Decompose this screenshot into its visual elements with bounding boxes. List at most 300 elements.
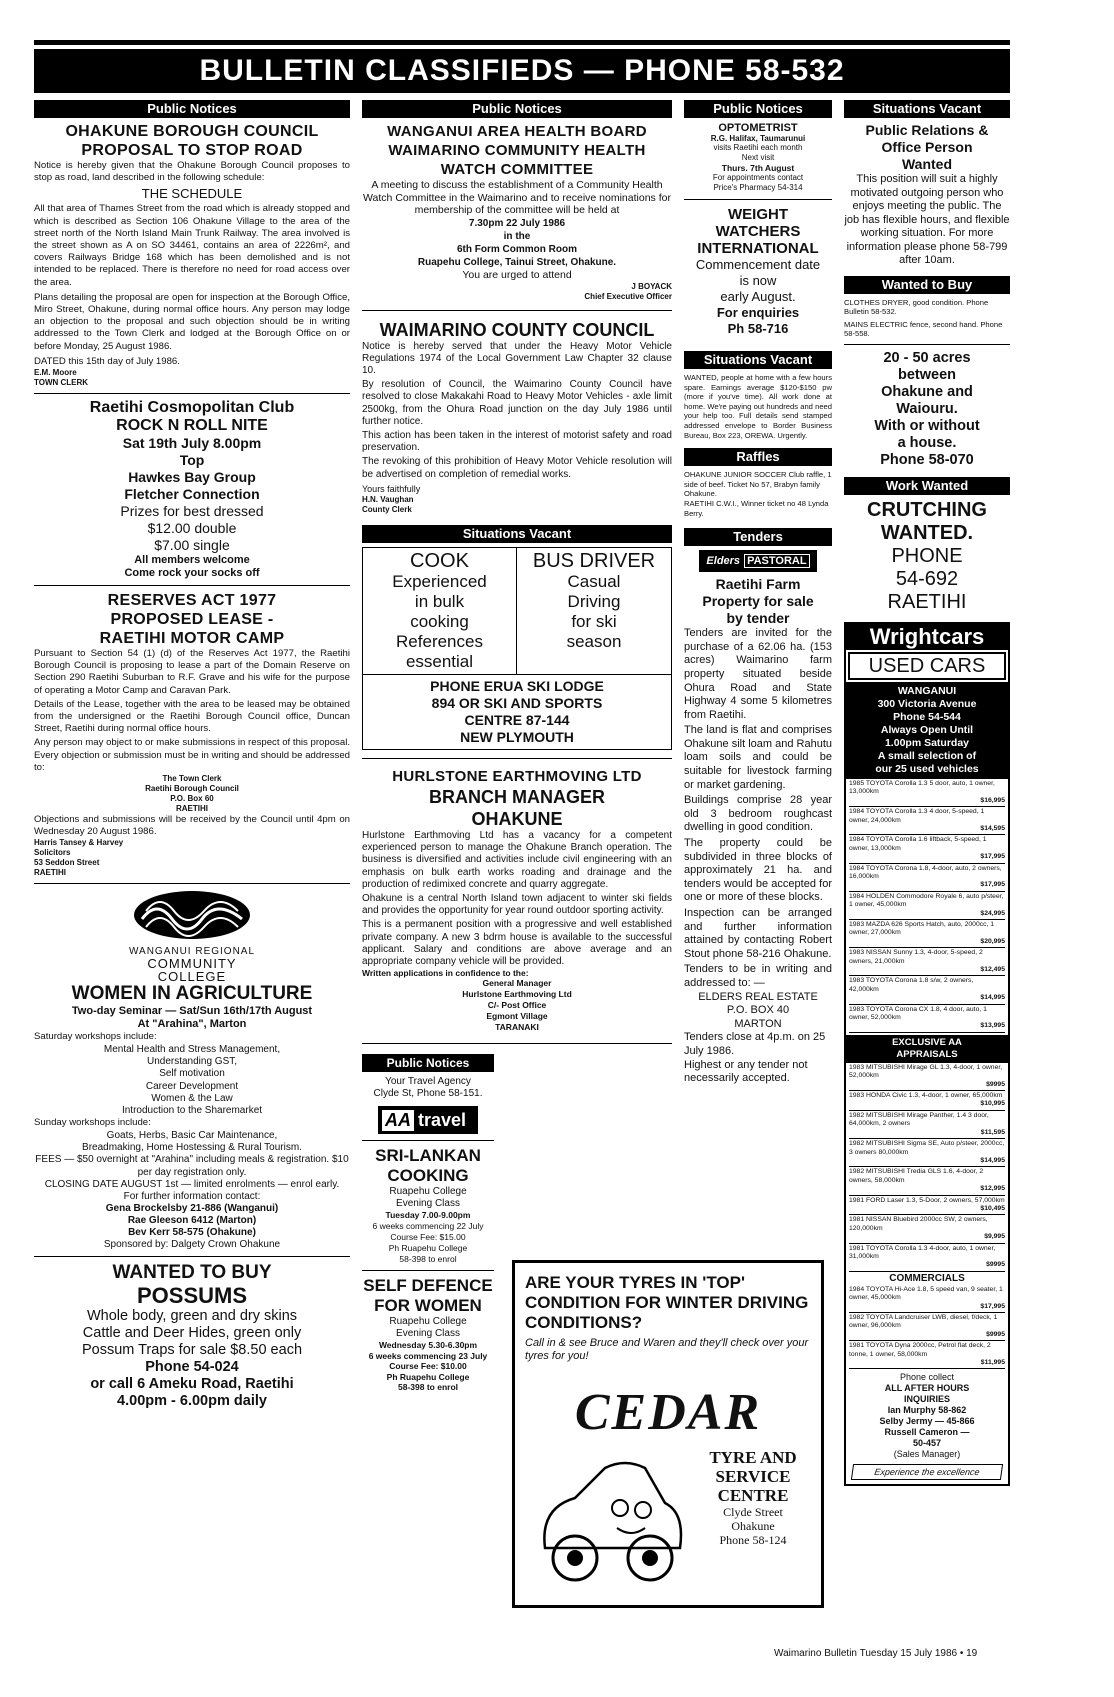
car-price: $9995 xyxy=(986,1080,1005,1088)
ad-line: a house. xyxy=(897,434,957,451)
ad-line: For enquiries xyxy=(716,305,800,320)
notice-title: PROPOSED LEASE - xyxy=(110,611,274,629)
tender-paragraph: The property could be subdivided in three blocks of approximately 21 ha. and tenders would be accepted for one or more of these blocks. xyxy=(684,837,832,904)
car-price: $13,995 xyxy=(980,1022,1005,1030)
car-listing xyxy=(849,1215,1005,1243)
car-description: 1981 TOYOTA Corolla 1.3 4-door, auto, 1 owner, 31,000km xyxy=(849,1244,996,1260)
class-title: FOR WOMEN xyxy=(374,1296,482,1316)
contact-line: 50-457 xyxy=(912,1438,942,1449)
tender-paragraph: Tenders to be in writing and addressed to: — xyxy=(684,963,832,989)
notice-detail: 6th Form Common Room xyxy=(457,243,577,255)
car-price: $17,995 xyxy=(980,1302,1005,1310)
car-price: $14,995 xyxy=(980,994,1005,1002)
contact-line: INQUIRIES xyxy=(903,1394,950,1405)
ad-line: TYRE AND xyxy=(709,1448,797,1467)
car-description: 1981 FORD Laser 1.3, 5-Door, 2 owners, 57,000km xyxy=(849,1196,1005,1204)
car-listing xyxy=(849,920,1005,948)
car-description: 1982 TOYOTA Landcruiser LWB, diesel, f/deck, 1 owner, 96,000km xyxy=(849,1314,998,1330)
section-header-public-notices: Public Notices xyxy=(684,100,832,118)
notice-paragraph: By resolution of Council, the Waimarino County Council have resolved to close Makakahi Road to Heavy Motor Vehicles - axle limit 2500kg, from the Ohura Road junction on the day July 1986 until further notice. xyxy=(362,379,672,427)
column-4 xyxy=(844,100,1010,1486)
ad-subtitle: Two-day Seminar — Sat/Sun 16th/17th August xyxy=(71,1005,313,1018)
hurlstone-ad xyxy=(362,767,672,1033)
notice-date: DATED this 15th day of July 1986. xyxy=(34,355,180,367)
address-line: C/- Post Office xyxy=(487,1000,547,1011)
car-list xyxy=(846,779,1008,1033)
ad-line: is now xyxy=(739,273,777,288)
car-price: $12,495 xyxy=(980,966,1005,973)
car-icon xyxy=(525,1448,695,1598)
car-price: $14,995 xyxy=(980,1156,1005,1164)
ad-subtitle: At "Arahina", Marton xyxy=(137,1018,247,1031)
notice-paragraph: All that area of Thames Street from the road which is already stopped and which is described as Section 106 Ohakune Village to the area of the street north of the North Island Main Trunk Railway. The area involved is the street shown as A on SO 34461, contains an area of 2226m², and covers Railways Bridge 168 which has been demolished and is not intended to be replaced. There is therefore no need for road access over the area. xyxy=(34,203,350,288)
ad-line: Waiouru. xyxy=(896,400,958,417)
commercials-heading: COMMERCIALS xyxy=(889,1272,965,1284)
section-header-public-notices: Public Notices xyxy=(34,100,350,118)
schedule-heading: THE SCHEDULE xyxy=(141,186,243,202)
tender-paragraph: Tenders close at 4p.m. on 25 July 1986. xyxy=(684,1031,826,1057)
car-listing xyxy=(849,976,1005,1004)
address-line: ELDERS REAL ESTATE xyxy=(698,990,818,1003)
workshop-item: Understanding GST, xyxy=(146,1055,238,1067)
workshop-item: Mental Health and Stress Management, xyxy=(103,1043,281,1055)
fees-text: FEES — $50 overnight at "Arahina" including meals & registration. $10 per day registration only. xyxy=(35,1154,349,1178)
car-list xyxy=(846,1285,1008,1370)
notice-title: WANGANUI AREA HEALTH BOARD xyxy=(387,123,647,140)
address-line: Raetihi Borough Council xyxy=(145,784,239,794)
car-price: $17,995 xyxy=(980,881,1005,889)
ad-title: Public Relations & xyxy=(865,122,989,138)
notice-title: OHAKUNE BOROUGH COUNCIL xyxy=(65,123,319,140)
car-listing xyxy=(849,807,1005,835)
ad-line: season xyxy=(566,631,622,651)
car-description: 1984 TOYOTA Corolla 1.6 liftback, 5-speed, 1 owner, 13,000km xyxy=(849,836,987,852)
ad-title: BUS DRIVER xyxy=(532,549,656,572)
ad-line: Ohakune xyxy=(731,1519,775,1533)
class-title: COOKING xyxy=(387,1166,469,1186)
logo-text: COLLEGE xyxy=(157,969,227,985)
ad-line: essential xyxy=(405,651,474,671)
ad-line: With or without xyxy=(874,417,980,434)
contact-line: ALL AFTER HOURS xyxy=(884,1383,970,1394)
sponsor-text: Sponsored by: Dalgety Crown Ohakune xyxy=(103,1239,281,1251)
college-ad xyxy=(34,889,350,1251)
workshop-item: Career Development xyxy=(145,1080,239,1092)
car-price: $10,995 xyxy=(980,1100,1005,1108)
appraisal-line: EXCLUSIVE AA xyxy=(892,1036,962,1048)
car-listing xyxy=(849,1285,1005,1313)
ad-line: cooking xyxy=(410,611,469,631)
contact-line: Gena Brockelsby 21-886 (Wanganui) xyxy=(105,1203,279,1215)
club-ad xyxy=(34,399,350,580)
ad-line: Phone 58-124 xyxy=(719,1533,787,1547)
class-line: Evening Class xyxy=(396,1328,460,1340)
car-description: 1983 MITSUBISHI Mirage GL 1.3, 4-door, 1 owner, 52,000km xyxy=(849,1063,1003,1080)
car-price: $17,995 xyxy=(980,853,1005,861)
section-header-public-notices: Public Notices xyxy=(362,1054,494,1072)
solicitor-line: RAETIHI xyxy=(34,868,66,878)
car-price: $11,595 xyxy=(980,1128,1005,1136)
club-line: Fletcher Connection xyxy=(124,486,260,503)
apply-text: Written applications in confidence to the: xyxy=(362,968,529,979)
class-line: 58-398 to enrol xyxy=(398,1382,458,1393)
address-line: Hurlstone Earthmoving Ltd xyxy=(462,989,572,1000)
class-line: Course Fee: $10.00 xyxy=(389,1361,467,1372)
ad-paragraph: This position will suit a highly motivated outgoing person who enjoys meeting the public. The job has flexible hours, and flexible working situation. For more information please phone 58-799 after 10am. xyxy=(844,173,1010,266)
car-listing xyxy=(849,864,1005,892)
column-1 xyxy=(34,100,350,1410)
classified-item: OHAKUNE JUNIOR SOCCER Club raffle, 1 side of beef. Ticket No 57, Brabyn family Ohakune. xyxy=(684,470,832,499)
health-notice xyxy=(362,122,672,302)
notice-detail: 7.30pm 22 July 1986 xyxy=(468,217,566,229)
ad-line: Phone 54-024 xyxy=(145,1359,239,1376)
car-listing xyxy=(849,1005,1005,1033)
car-listing xyxy=(849,1063,1005,1091)
evening-classes xyxy=(362,1054,498,1393)
ad-line: WANTED TO BUY xyxy=(112,1262,272,1284)
section-header-situations-vacant: Situations Vacant xyxy=(362,525,672,543)
ad-line: WANTED. xyxy=(880,521,974,544)
dealer-line: A small selection of xyxy=(877,749,977,762)
car-listing xyxy=(849,1196,1005,1216)
ad-paragraph: Ohakune is a central North Island town adjacent to winter ski fields and provides the opportunity for year round outdoor sporting activity. xyxy=(362,892,672,917)
car-price: $11,995 xyxy=(980,1359,1005,1367)
notice-title: RAETIHI MOTOR CAMP xyxy=(99,630,285,648)
notice-title: WAIMARINO COMMUNITY HEALTH xyxy=(388,142,646,159)
ad-line: 20 - 50 acres xyxy=(883,349,971,366)
club-line: ROCK N ROLL NITE xyxy=(116,417,268,435)
notice-paragraph: This action has been taken in the interest of motorist safety and road preservation. xyxy=(362,429,672,454)
notice-title: WAIMARINO COUNTY COUNCIL xyxy=(379,319,655,340)
travel-line: Clyde St, Phone 58-151. xyxy=(373,1088,483,1100)
ad-headline: ARE YOUR TYRES IN 'TOP' CONDITION FOR WINTER DRIVING CONDITIONS? xyxy=(525,1273,809,1332)
class-line: Ruapehu College xyxy=(389,1186,467,1198)
tender-title: by tender xyxy=(726,610,790,627)
notice-detail: in the xyxy=(503,230,531,242)
car-price: $14,595 xyxy=(980,824,1005,832)
workshop-list xyxy=(34,1130,350,1155)
contact-line: Russell Cameron — xyxy=(884,1427,970,1438)
notice-paragraph: Any person may object to or make submissions in respect of this proposal. Every objection or submission must be in writing and should be addressed to: xyxy=(34,737,350,773)
class-line: Tuesday 7.00-9.00pm xyxy=(385,1210,471,1221)
address-line: The Town Clerk xyxy=(162,774,222,784)
ad-paragraph: This is a permanent position with a progressive and well established private company. A new 3 bdrm house is available to the successful applicant. Salary and conditions are above average and an appropriate company vehicle will be provided. xyxy=(362,919,672,967)
car-price: $12,995 xyxy=(980,1185,1005,1193)
workshop-item: Goats, Herbs, Basic Car Maintenance, xyxy=(106,1129,278,1141)
signer-title: County Clerk xyxy=(362,504,412,514)
tender-paragraph: Tenders are invited for the purchase of a 62.06 ha. (153 acres) Waimarino farm property situated beside Ohura Road and State Highway 4 some 5 kilometres from Raetihi. xyxy=(684,627,832,721)
workshop-item: Introduction to the Sharemarket xyxy=(121,1105,263,1117)
signer-name: E.M. Moore xyxy=(34,368,77,378)
section-header-situations-vacant: Situations Vacant xyxy=(844,100,1010,118)
ad-line: Driving xyxy=(567,591,621,611)
ad-line: Ph 58-716 xyxy=(727,321,789,336)
notice-paragraph: The revoking of this prohibition of Heavy Motor Vehicle resolution will be advertised on completion of remedial works. xyxy=(362,456,672,480)
masthead-rule xyxy=(34,40,1010,45)
car-listing xyxy=(849,1244,1005,1272)
dealer-line: 1.00pm Saturday xyxy=(884,736,970,749)
signer-title: TOWN CLERK xyxy=(34,378,89,388)
class-line: 58-398 to enrol xyxy=(399,1254,457,1265)
ad-line: For appointments contact xyxy=(712,173,804,182)
acres-ad xyxy=(844,350,1010,469)
car-price: $24,995 xyxy=(980,909,1005,917)
notice-paragraph: Details of the Lease, together with the area to be leased may be obtained from the undersigned or the Raetihi Borough Council office, Duncan Street, Raetihi during normal office hours. xyxy=(34,698,350,735)
car-description: 1984 TOYOTA Hi-Ace 1.8, 5 speed van, 9 seater, 1 owner, 45,000km xyxy=(849,1285,1003,1302)
car-description: 1981 NISSAN Bluebird 2000cc SW, 2 owners, 120,000km xyxy=(849,1216,988,1232)
ad-line: WATCHERS xyxy=(715,223,801,240)
contact-line: Rae Gleeson 6412 (Marton) xyxy=(127,1215,257,1227)
info-text: For further information contact: xyxy=(123,1191,261,1203)
contact-line: (Sales Manager) xyxy=(893,1449,961,1460)
ad-line: in bulk xyxy=(414,591,465,611)
ad-line: INTERNATIONAL xyxy=(697,240,819,257)
notice-subtitle: PROPOSAL TO STOP ROAD xyxy=(81,142,303,159)
solicitor-line: Solicitors xyxy=(34,848,71,858)
farm-tender xyxy=(684,576,832,1086)
ad-title: COOK xyxy=(410,549,469,572)
county-notice xyxy=(362,319,672,515)
used-cars-banner: USED CARS xyxy=(848,652,1006,680)
workshop-item: Breadmaking, Home Hostessing & Rural Tourism. xyxy=(82,1141,302,1153)
car-list xyxy=(846,1063,1008,1272)
ad-title: BRANCH MANAGER xyxy=(429,786,605,807)
aa-travel-logo xyxy=(378,1106,478,1134)
notice-paragraph: A meeting to discuss the establishment of a Community Health Watch Committee in the Waimarino and to receive nominations for membership of the committee will be held at xyxy=(363,179,671,216)
contact-line: Ian Murphy 58-862 xyxy=(887,1405,967,1416)
ad-title: OPTOMETRIST xyxy=(718,122,798,134)
notice-detail: Ruapehu College, Tainui Street, Ohakune. xyxy=(417,256,617,268)
workshop-item: Women & the Law xyxy=(151,1092,233,1104)
club-line: Come rock your socks off xyxy=(124,567,260,580)
section-header-work-wanted: Work Wanted xyxy=(844,477,1010,495)
address-line: General Manager xyxy=(482,978,552,989)
class-line: Evening Class xyxy=(396,1198,460,1210)
contact-line: CENTRE 87-144 xyxy=(464,711,570,728)
ad-line: Possum Traps for sale $8.50 each xyxy=(81,1342,303,1359)
car-price: $10,495 xyxy=(980,1204,1005,1212)
section-header-situations-vacant: Situations Vacant xyxy=(684,351,832,369)
notice-paragraph: Pursuant to Section 54 (1) (d) of the Reserves Act 1977, the Raetihi Borough Council is proposing to lease a part of the Domain Reserve on Section 290 Raetihi Suburban to R.F. Grave and his wife for the purpose of operating a Motor Camp and Caravan Park. xyxy=(34,648,350,696)
wrightcars-ad xyxy=(844,622,1010,1487)
car-listing xyxy=(849,1139,1005,1167)
car-description: 1983 TOYOTA Corona CX 1.8, 4 door, auto, 1 owner, 52,000km xyxy=(849,1005,987,1022)
ad-line: Casual xyxy=(567,571,621,591)
ad-line: Whole body, green and dry skins xyxy=(86,1308,298,1325)
car-description: 1985 TOYOTA Corolla 1.3 5 door, auto, 1 owner, 13,000km xyxy=(849,779,995,796)
notice-closing: Yours faithfully xyxy=(362,483,421,494)
ad-line: R.G. Halifax, Taumarunui xyxy=(710,134,806,143)
notice-title: WATCH COMMITTEE xyxy=(440,161,594,178)
workshop-heading: Saturday workshops include: xyxy=(34,1031,157,1043)
erua-contact xyxy=(362,675,672,750)
car-price: $9,995 xyxy=(984,1233,1005,1241)
slogan: Experience the excellence xyxy=(851,1464,1003,1480)
tender-paragraph: Buildings comprise 28 year old 3 bedroom roughcast dwelling in good condition. xyxy=(684,794,832,834)
car-listing xyxy=(849,1091,1005,1111)
car-listing xyxy=(849,892,1005,920)
cook-bus-ad xyxy=(362,547,672,675)
ad-line: PHONE xyxy=(891,544,963,567)
tender-paragraph: The land is flat and comprises Ohakune silt loam and Rahutu loam soils and could be suitable for livestock farming or market gardening. xyxy=(684,724,832,791)
class-line: Wednesday 5.30-6.30pm xyxy=(378,1340,478,1351)
address-line: RAETIHI xyxy=(176,804,208,814)
signer-title: Chief Executive Officer xyxy=(584,291,672,301)
elders-logo-text: Elders xyxy=(706,555,741,568)
address-line: Egmont Village xyxy=(486,1011,548,1022)
ad-line: CRUTCHING xyxy=(867,498,987,521)
masthead: BULLETIN CLASSIFIEDS — PHONE 58-532 xyxy=(34,49,1010,93)
club-line: Prizes for best dressed xyxy=(120,503,264,520)
elders-logo xyxy=(699,550,817,572)
dealer-line: WANGANUI xyxy=(897,684,957,697)
car-listing xyxy=(849,948,1005,976)
optometrist-ad xyxy=(684,122,832,193)
cedar-logo: CEDAR xyxy=(574,1384,762,1441)
ad-line: or call 6 Ameku Road, Raetihi xyxy=(90,1376,294,1393)
car-description: 1983 HONDA Civic 1.3, 4-door, 1 owner, 65,000km xyxy=(849,1092,1003,1100)
possums-ad xyxy=(34,1262,350,1410)
contact-line: Bev Kerr 58-575 (Ohakune) xyxy=(128,1227,256,1239)
club-line: Top xyxy=(179,452,205,469)
car-price: $9995 xyxy=(986,1261,1005,1269)
ad-line: early August. xyxy=(720,289,796,304)
car-description: 1984 TOYOTA Corolla 1.3 4 door, 5-speed, 1 owner, 24,000km xyxy=(849,808,985,824)
ad-line: Next visit xyxy=(741,153,775,162)
travel-line: Your Travel Agency xyxy=(385,1076,471,1088)
car-price: $16,995 xyxy=(980,796,1005,804)
logo-text: WANGANUI REGIONAL xyxy=(128,946,256,958)
signer-name: J BOYACK xyxy=(631,281,672,291)
ad-line: WEIGHT xyxy=(728,206,788,223)
ad-line: 54-692 xyxy=(895,567,959,590)
solicitor-line: 53 Seddon Street xyxy=(34,858,100,868)
workshop-list xyxy=(34,1044,350,1118)
notice-detail: You are urged to attend xyxy=(462,268,572,281)
notice-paragraph: Plans detailing the proposal are open for inspection at the Borough Office, Miro Street, Ohakune, during normal office hours. Any person may lodge an objection to the proposal and such objection should be in writing addressed to the Town Clerk and lodged at the Borough Office on or before Monday, 25 August 1986. xyxy=(34,291,350,352)
ad-paragraph: Hurlstone Earthmoving Ltd has a vacancy for a competent experienced person to manage the Ohakune Branch operation. The business is diversified and activities include civil engineering with an emphasis on bulk earth works roading and drainage and the production of redimixed concrete and quarry aggregate. xyxy=(362,829,672,890)
ad-line: CENTRE xyxy=(717,1486,789,1505)
column-3 xyxy=(684,100,832,1086)
section-header-tenders: Tenders xyxy=(684,528,832,546)
notice-paragraph: Objections and submissions will be received by the Council until 4pm on Wednesday 20 August 1986. xyxy=(34,814,350,838)
crutching-ad xyxy=(844,499,1010,614)
car-description: 1983 NISSAN Sunny 1.3, 4-door, 5-speed, 2 owners, 21,000km xyxy=(849,949,983,965)
contact-line: NEW PLYMOUTH xyxy=(460,728,574,745)
address-line: TARANAKI xyxy=(495,1022,539,1033)
car-listing xyxy=(849,779,1005,807)
car-price: $9995 xyxy=(986,1330,1005,1338)
class-line: Ruapehu College xyxy=(389,1316,467,1328)
ad-line: Phone 58-070 xyxy=(880,451,974,468)
classified-item: CLOTHES DRYER, good condition. Phone Bulletin 58-532. xyxy=(844,297,989,317)
car-price: $20,995 xyxy=(980,937,1005,945)
section-header-wanted-to-buy: Wanted to Buy xyxy=(844,276,1010,294)
car-listing xyxy=(849,835,1005,863)
classified-item: RAETIHI C.W.I., Winner ticket no 48 Lynda Berry. xyxy=(684,498,829,518)
ad-line: Ohakune and xyxy=(881,383,973,400)
tender-title: Property for sale xyxy=(702,593,814,610)
borough-notice xyxy=(34,122,350,388)
ad-title: WOMEN IN AGRICULTURE xyxy=(71,983,313,1005)
section-header-raffles: Raffles xyxy=(684,448,832,466)
ad-title: OHAKUNE xyxy=(471,808,563,829)
column-2 xyxy=(362,100,672,1393)
ad-title: HURLSTONE EARTHMOVING LTD xyxy=(392,767,642,785)
class-line: 6 weeks commencing 22 July xyxy=(372,1221,484,1232)
notice-title: RESERVES ACT 1977 xyxy=(107,592,277,610)
car-description: 1983 TOYOTA Corona 1.8 s/w, 2 owners, 42,000km xyxy=(849,977,974,993)
reserves-notice xyxy=(34,591,350,878)
appraisal-line: APPRAISALS xyxy=(896,1048,958,1060)
newspaper-page xyxy=(34,40,1010,1670)
page-footer: Waimarino Bulletin Tuesday 15 July 1986 • 19 xyxy=(774,1648,978,1659)
public-relations-ad xyxy=(844,122,1010,268)
section-header-public-notices: Public Notices xyxy=(362,100,672,118)
car-description: 1983 MAZDA 626 Sports Hatch, auto, 2000cc, 1 owner, 27,000km xyxy=(849,920,995,937)
car-listing xyxy=(849,1341,1005,1369)
car-listing xyxy=(849,1313,1005,1341)
workshop-heading: Sunday workshops include: xyxy=(34,1117,151,1129)
pastoral-logo-text: PASTORAL xyxy=(744,554,810,568)
class-line: Ph Ruapehu College xyxy=(386,1371,470,1382)
workshop-item: Self motivation xyxy=(159,1068,225,1080)
car-listing xyxy=(849,1167,1005,1195)
class-title: SELF DEFENCE xyxy=(363,1276,493,1296)
club-line: $7.00 single xyxy=(154,537,230,554)
ad-line: Clyde Street xyxy=(723,1505,783,1519)
ad-line: POSSUMS xyxy=(136,1283,248,1309)
ad-title: Wanted xyxy=(901,156,953,172)
ad-line: visits Raetihi each month xyxy=(713,143,803,152)
ad-line: between xyxy=(897,366,956,383)
ad-subline: Call in & see Bruce and Waren and they'll check over your tyres for you! xyxy=(525,1337,809,1362)
address-line: P.O. BOX 40 xyxy=(726,1004,790,1017)
club-line: Hawkes Bay Group xyxy=(128,469,256,486)
car-description: 1981 TOYOTA Dyna 2000cc, Petrol flat deck, 2 tonne, 1 owner, 58,000km xyxy=(849,1342,991,1358)
dealer-line: Phone 54-544 xyxy=(893,710,961,723)
club-line: Raetihi Cosmopolitan Club xyxy=(89,399,295,417)
ad-line: References xyxy=(396,631,483,651)
dealer-line: our 25 used vehicles xyxy=(875,762,979,775)
car-description: 1982 MITSUBISHI Mirage Panther, 1.4 3 door, 64,000km, 2 owners xyxy=(849,1111,989,1128)
ad-line: Price's Pharmacy 54-314 xyxy=(713,183,803,192)
tender-paragraph: Highest or any tender not necessarily accepted. xyxy=(684,1058,808,1085)
club-line: Sat 19th July 8.00pm xyxy=(122,435,262,452)
logo-text: COMMUNITY xyxy=(147,956,237,972)
ad-line: Experienced xyxy=(392,571,487,591)
car-description: 1984 TOYOTA Corona 1.8, 4-door, auto, 2 owners, 16,000km xyxy=(849,864,1002,880)
weight-watchers-ad xyxy=(684,206,832,337)
notice-paragraph: Notice is hereby served that under the Heavy Motor Vehicle Regulations 1974 of the Local Government Law Chapter 32 clause 10. xyxy=(362,340,672,376)
ad-line: for ski xyxy=(571,611,617,631)
class-line: Course Fee: $15.00 xyxy=(390,1232,466,1243)
address-line: MARTON xyxy=(734,1017,782,1030)
car-description: 1984 HOLDEN Commodore Royale 6, auto p/steer, 1 owner, 45,000km xyxy=(849,892,1004,909)
cedar-tyre-ad xyxy=(512,1260,824,1608)
ad-line: Cattle and Deer Hides, green only xyxy=(82,1325,302,1342)
class-line: Ph Ruapehu College xyxy=(388,1243,468,1254)
waves-icon xyxy=(132,889,252,941)
car-description: 1982 MITSUBISHI Sigma SE, Auto p/steer, 2000cc, 3 owners 80,000km xyxy=(849,1140,1005,1156)
club-line: $12.00 double xyxy=(147,520,237,537)
closing-text: CLOSING DATE AUGUST 1st — limited enrolments — enrol early. xyxy=(44,1178,340,1190)
club-line: All members welcome xyxy=(134,554,250,567)
aa-logo-text: AA xyxy=(382,1110,414,1131)
dealer-line: 300 Victoria Avenue xyxy=(877,697,977,710)
wrightcars-logo: Wrightcars xyxy=(846,624,1008,650)
classified-item: WANTED, people at home with a few hours spare. Earnings average $120-$150 pw (more if you've time). All work done at home. We're paying out hundreds and need your help too. Full details send stamped addressed envelope to Border Business Bureau, Box 223, OREWA. Urgently. xyxy=(684,373,832,440)
